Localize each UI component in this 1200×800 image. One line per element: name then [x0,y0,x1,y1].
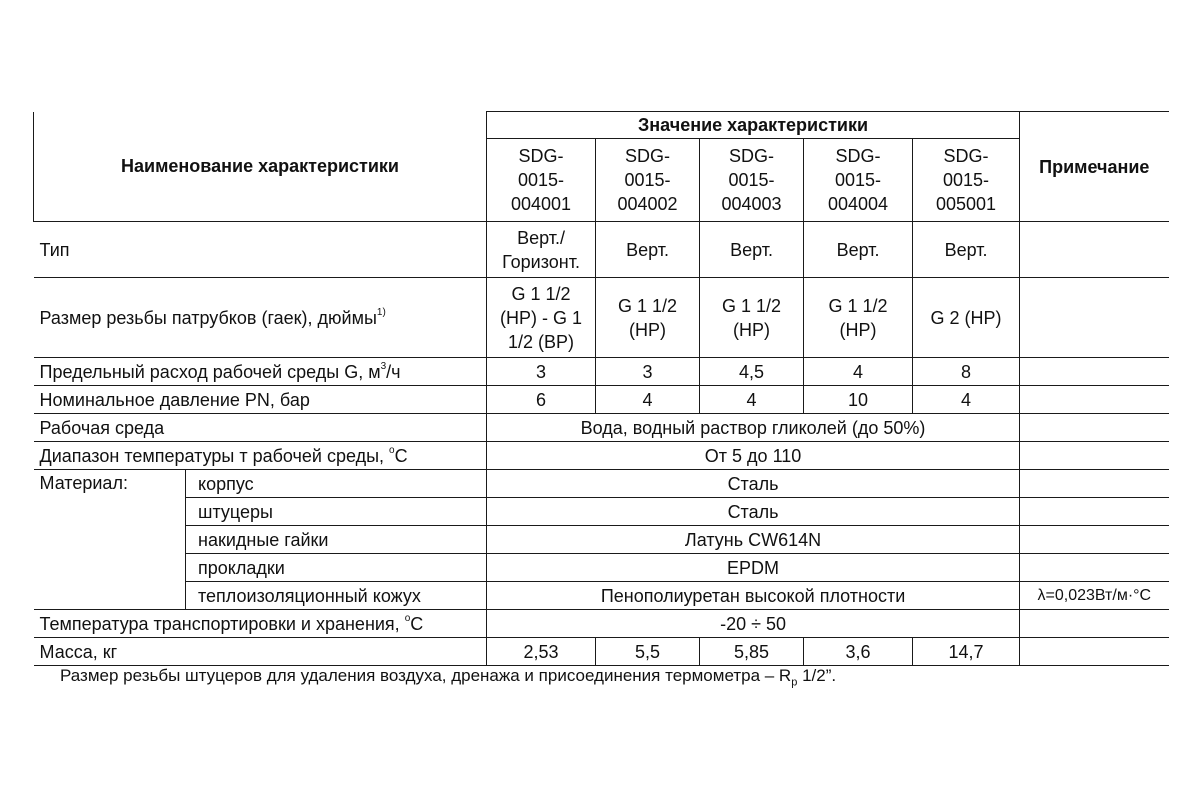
row-material [34,526,1169,554]
row-thread [34,278,1169,358]
label-sup: о [404,612,411,624]
value-cell: 4 [913,386,1020,414]
model-line: SDG- [625,146,671,166]
footnote-mark: 1) [376,306,386,318]
label-tail: С [410,613,424,634]
header-row-top [34,112,1169,139]
model-line: 004002 [617,194,678,214]
value-cell: 3 [596,358,700,386]
row-material [34,554,1169,582]
value-line: G 1 1/2 [721,295,782,316]
row-material [34,582,1169,610]
value-cell: 2,53 [487,638,596,666]
value-cell: -20 ÷ 50 [487,610,1020,638]
material-item-name: прокладки [186,554,487,582]
spec-table [33,111,1169,666]
row-material [34,498,1169,526]
row-label: Номинальное давление PN, бар [34,386,487,414]
model-line: 004001 [510,194,572,214]
model-line: 0015- [728,170,775,190]
row-label: Рабочая среда [34,414,487,442]
footnote-text: Размер резьбы штуцеров для удаления воздуха, дренажа и присоединения термометра – R [60,666,792,685]
model-line: 004003 [721,194,782,214]
row-label [34,442,487,470]
value-cell: Верт. [804,222,913,278]
row-storage-temp [34,610,1169,638]
footnote-tail: 1/2”. [797,666,837,685]
model-line: 0015- [517,170,565,190]
value-cell: Латунь CW614N [487,526,1020,554]
value-cell: 4,5 [700,358,804,386]
value-cell: 10 [804,386,913,414]
header-note: Примечание [1020,112,1169,222]
note-cell [1020,414,1169,442]
value-line: (НР) [839,319,877,340]
note-cell [1020,386,1169,414]
material-item-name: накидные гайки [186,526,487,554]
value-cell: 4 [700,386,804,414]
value-line: 1/2 (ВР) [508,331,575,352]
value-line: G 1 1/2 [511,283,571,304]
value-line: (НР) [733,319,771,340]
value-cell: 4 [596,386,700,414]
row-label [34,278,487,358]
row-label [34,358,487,386]
value-cell [596,278,700,358]
model-line: SDG- [518,146,564,166]
model-line: 0015- [624,170,671,190]
row-type [34,222,1169,278]
row-medium [34,414,1169,442]
value-cell: 4 [804,358,913,386]
row-label [34,610,487,638]
material-item-name: корпус [186,470,487,498]
model-header [913,139,1020,222]
header-group: Значение характеристики [487,112,1020,139]
row-label: Тип [34,222,487,278]
note-cell [1020,554,1169,582]
value-cell [487,222,596,278]
value-cell: 5,5 [596,638,700,666]
value-cell: 14,7 [913,638,1020,666]
model-line: 0015- [943,170,990,190]
material-label: Материал: [34,470,186,610]
value-cell [700,278,804,358]
footnote [60,666,837,689]
value-cell: EPDM [487,554,1020,582]
note-cell: λ=0,023Вт/м·°С [1020,582,1169,610]
note-cell [1020,222,1169,278]
row-flow [34,358,1169,386]
label-text: Предельный расход рабочей среды G, м [39,361,381,382]
value-cell: Сталь [487,498,1020,526]
model-header [596,139,700,222]
note-cell [1020,610,1169,638]
note-cell [1020,358,1169,386]
note-cell [1020,498,1169,526]
value-cell: 6 [487,386,596,414]
value-cell [804,278,913,358]
value-line: Горизонт. [502,251,580,272]
label-text: Температура транспортировки и хранения, [39,613,405,634]
model-line: 0015- [834,170,882,190]
value-cell: 8 [913,358,1020,386]
row-mass [34,638,1169,666]
label-text: Размер резьбы патрубков (гаек), дюймы [39,307,377,328]
value-line: Верт./ [517,227,565,248]
header-name: Наименование характеристики [34,112,487,222]
material-item-name: теплоизоляционный кожух [186,582,487,610]
value-cell: Сталь [487,470,1020,498]
model-line: 005001 [936,194,997,214]
value-line: (НР) - G 1 [500,307,583,328]
label-sup: о [389,444,395,456]
material-item-name: штуцеры [186,498,487,526]
value-cell: 3 [487,358,596,386]
value-cell: Пенополиуретан высокой плотности [487,582,1020,610]
row-material [34,470,1169,498]
note-cell [1020,638,1169,666]
label-sup: 3 [380,360,387,372]
value-cell: От 5 до 110 [487,442,1020,470]
note-cell [1020,442,1169,470]
model-line: SDG- [943,146,989,166]
note-cell [1020,278,1169,358]
label-tail: С [394,445,408,466]
value-line: G 1 1/2 [828,295,888,316]
model-line: SDG- [729,146,775,166]
value-line: G 1 1/2 [617,295,678,316]
model-line: SDG- [835,146,881,166]
model-header [700,139,804,222]
row-temp-range [34,442,1169,470]
footnote-subscript: р [791,676,798,689]
value-cell: Верт. [700,222,804,278]
value-cell: 5,85 [700,638,804,666]
model-header [804,139,913,222]
note-cell [1020,470,1169,498]
model-header [487,139,596,222]
row-pressure [34,386,1169,414]
value-cell: Верт. [596,222,700,278]
model-line: 004004 [827,194,889,214]
value-cell: G 2 (НР) [913,278,1020,358]
note-cell [1020,526,1169,554]
label-text: Диапазон температуры т рабочей среды, [39,445,390,466]
value-cell: 3,6 [804,638,913,666]
value-line: (НР) [629,319,667,340]
value-cell: Верт. [913,222,1020,278]
value-cell: Вода, водный раствор гликолей (до 50%) [487,414,1020,442]
value-cell [487,278,596,358]
row-label: Масса, кг [34,638,487,666]
label-tail: /ч [386,361,401,382]
